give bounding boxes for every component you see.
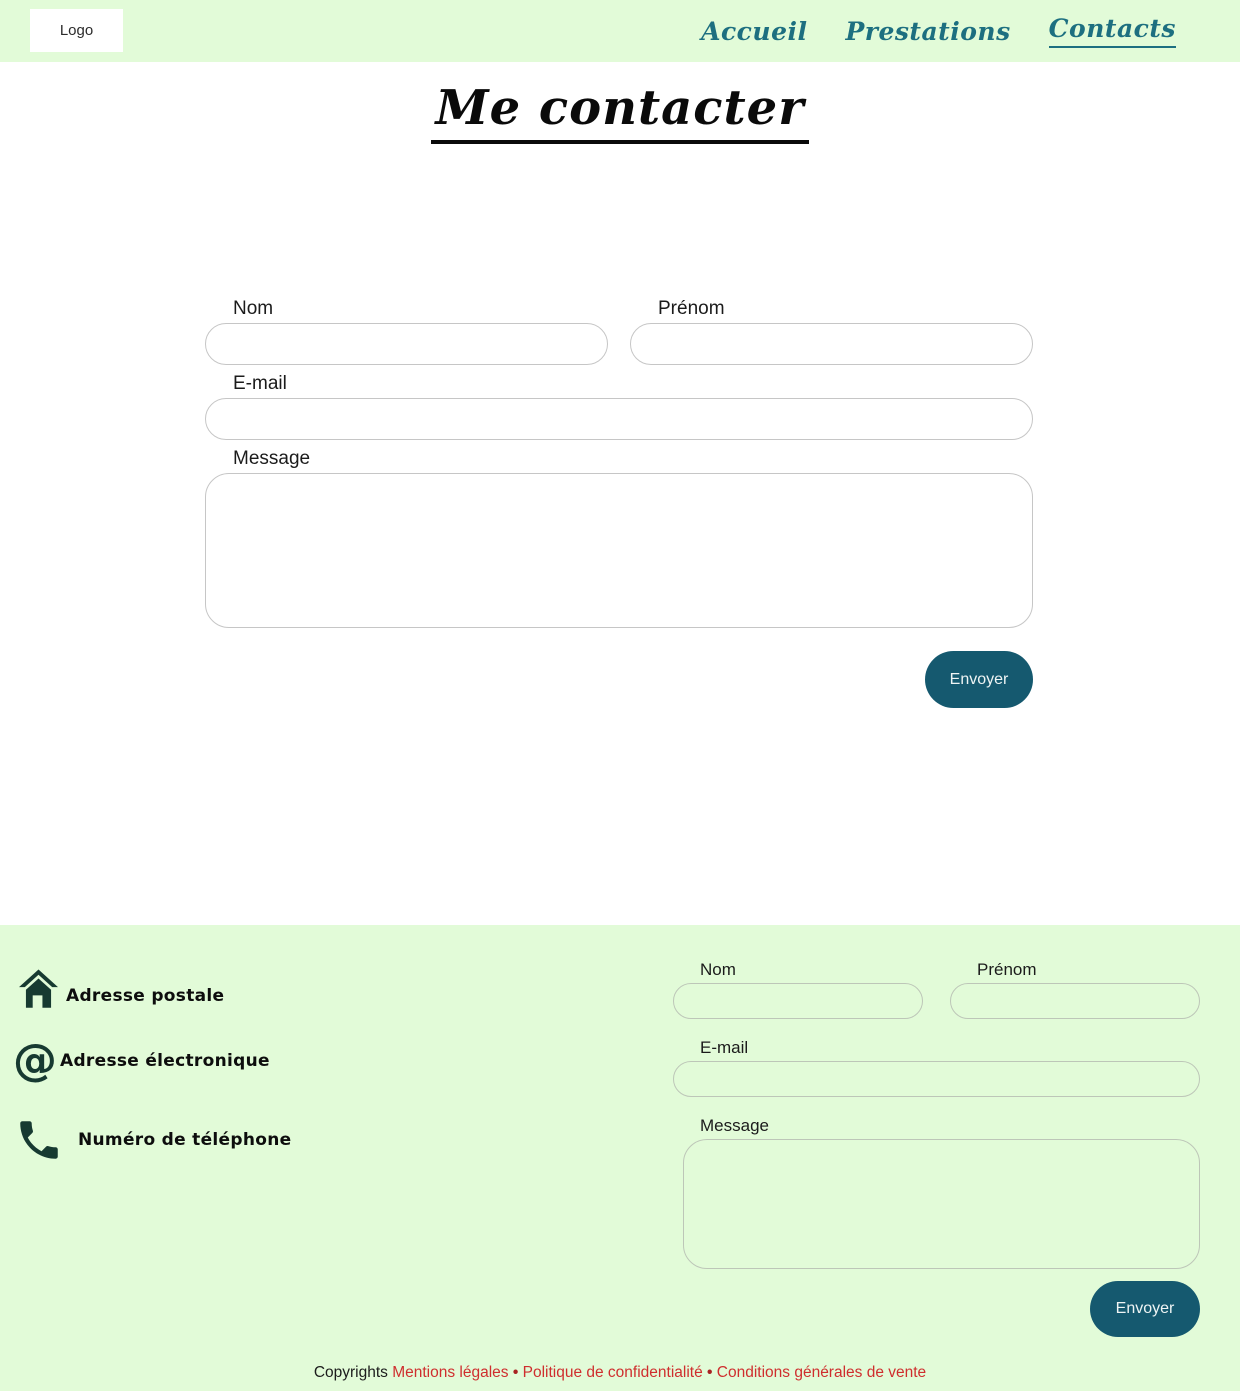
footer-email-label: E-mail xyxy=(700,1038,749,1057)
link-mentions-legales[interactable]: Mentions légales xyxy=(392,1364,509,1381)
copyright-prefix: Copyrights xyxy=(313,1364,388,1381)
title-wrap xyxy=(0,80,1240,144)
contact-info-phone xyxy=(14,1110,291,1170)
footer-envoyer-button[interactable]: Envoyer xyxy=(1090,1281,1200,1337)
nav-item-accueil[interactable]: Accueil xyxy=(701,16,808,46)
footer-message-textarea[interactable] xyxy=(683,1139,1200,1269)
email-label: E-mail xyxy=(233,373,287,394)
footer-prenom-label: Prénom xyxy=(977,960,1037,979)
footer-nom-field-group xyxy=(673,959,923,1019)
prenom-input[interactable] xyxy=(630,323,1033,365)
footer-prenom-field-group xyxy=(950,959,1200,1019)
contact-form xyxy=(205,298,1033,708)
prenom-field-group xyxy=(630,298,1033,365)
message-textarea[interactable] xyxy=(205,473,1033,628)
footer-contact-form xyxy=(673,959,1200,1269)
header xyxy=(0,0,1240,62)
name-row xyxy=(205,298,1033,365)
phone-number-label: Numéro de téléphone xyxy=(78,1130,292,1150)
copyright-bar xyxy=(0,1364,1240,1382)
footer-email-input[interactable] xyxy=(673,1061,1200,1097)
link-conditions-generales[interactable]: Conditions générales de vente xyxy=(716,1364,927,1381)
footer-message-label: Message xyxy=(700,1116,769,1135)
at-icon: @ xyxy=(13,1035,57,1086)
logo[interactable]: Logo xyxy=(30,9,123,52)
message-label: Message xyxy=(233,448,311,469)
footer-nom-label: Nom xyxy=(700,960,736,979)
email-address-label: Adresse électronique xyxy=(60,1051,270,1071)
nav-item-prestations[interactable]: Prestations xyxy=(845,16,1011,46)
copyright-separator: • xyxy=(707,1364,713,1381)
contact-info-postal xyxy=(16,966,224,1012)
contact-info-email xyxy=(13,1035,270,1086)
postal-address-label: Adresse postale xyxy=(66,986,225,1006)
main-nav xyxy=(701,0,1176,62)
envoyer-button[interactable]: Envoyer xyxy=(925,651,1033,708)
prenom-label: Prénom xyxy=(658,298,725,319)
page-title: Me contacter xyxy=(431,80,808,144)
nav-item-contacts[interactable]: Contacts xyxy=(1049,14,1176,48)
phone-icon xyxy=(14,1110,64,1170)
copyright-separator: • xyxy=(512,1364,519,1381)
footer-nom-input[interactable] xyxy=(673,983,923,1019)
footer-name-row xyxy=(673,959,1200,1019)
nom-field-group xyxy=(205,298,608,365)
link-politique-confidentialite[interactable]: Politique de confidentialité xyxy=(522,1364,703,1381)
footer xyxy=(0,925,1240,1391)
footer-prenom-input[interactable] xyxy=(950,983,1200,1019)
home-icon xyxy=(16,966,61,1012)
nom-input[interactable] xyxy=(205,323,608,365)
nom-label: Nom xyxy=(233,298,274,319)
email-input[interactable] xyxy=(205,398,1033,440)
